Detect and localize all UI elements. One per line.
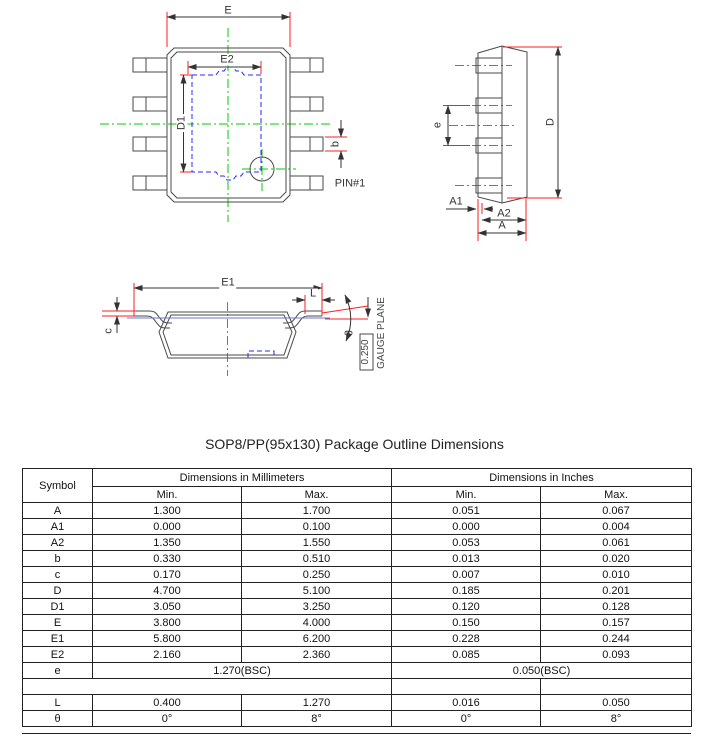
cell-symbol: E1 — [23, 631, 93, 647]
dim-label-e: e — [431, 121, 444, 129]
in-header: Dimensions in Inches — [392, 469, 692, 487]
cell-in-min: 0.150 — [392, 615, 541, 631]
cell-in-max: 0.020 — [541, 551, 692, 567]
cell-in-min: 0.016 — [392, 695, 541, 711]
cell-in-min: 0° — [392, 711, 541, 727]
cell-in-bsc: 0.050(BSC) — [392, 663, 692, 679]
pin1-label: PIN#1 — [334, 177, 366, 190]
cell-symbol: θ — [23, 711, 93, 727]
table-row — [23, 711, 692, 727]
cell-mm-min: 2.160 — [93, 647, 242, 663]
dim-label-A1: A1 — [449, 195, 463, 208]
cell-mm-min: 1.300 — [93, 503, 242, 519]
cell-mm-min: 4.700 — [93, 583, 242, 599]
dim-label-D: D — [544, 118, 557, 126]
cell-in-min: 0.000 — [392, 519, 541, 535]
cell-in-min: 0.120 — [392, 599, 541, 615]
cell-mm-max: 0.250 — [242, 567, 392, 583]
dimensions-table — [22, 468, 692, 727]
cell-symbol: c — [23, 567, 93, 583]
gauge-offset-label: 0.250 — [360, 339, 371, 365]
cell-mm-max: 1.550 — [242, 535, 392, 551]
cell-symbol: D1 — [23, 599, 93, 615]
dim-label-theta: θ — [343, 329, 356, 337]
dim-label-E1: E1 — [221, 276, 235, 289]
cell-in-max: 0.244 — [541, 631, 692, 647]
side-view-body — [478, 46, 527, 203]
table-row — [23, 647, 692, 663]
cell-symbol: D — [23, 583, 93, 599]
cell-in-max: 8° — [541, 711, 692, 727]
cell-mm-bsc: 1.270(BSC) — [93, 663, 392, 679]
table-row — [23, 583, 692, 599]
top-view — [100, 12, 347, 222]
table-row — [23, 551, 692, 567]
cell-in-max: 0.201 — [541, 583, 692, 599]
cell-mm-min: 3.800 — [93, 615, 242, 631]
dim-label-A: A — [498, 219, 506, 232]
table-row — [23, 631, 692, 647]
page-title: SOP8/PP(95x130) Package Outline Dimensions — [205, 436, 504, 452]
cell-mm-max: 1.700 — [242, 503, 392, 519]
front-view-body — [159, 312, 296, 358]
table-header-minmax-row — [23, 487, 692, 503]
cell-symbol: A2 — [23, 535, 93, 551]
dim-label-D1: D1 — [175, 115, 188, 131]
cell-mm-min: 0.000 — [93, 519, 242, 535]
cell-symbol: b — [23, 551, 93, 567]
cell-mm-max: 4.000 — [242, 615, 392, 631]
gauge-plane-label: GAUGE PLANE — [376, 297, 387, 369]
cell-mm-max: 2.360 — [242, 647, 392, 663]
cell-mm-min: 5.800 — [93, 631, 242, 647]
cell-in-min: 0.085 — [392, 647, 541, 663]
table-row — [23, 519, 692, 535]
cell-empty — [392, 679, 541, 695]
cell-in-max: 0.128 — [541, 599, 692, 615]
dim-label-E2: E2 — [220, 53, 234, 66]
cell-in-max: 0.061 — [541, 535, 692, 551]
table-row — [23, 503, 692, 519]
cell-mm-max: 1.270 — [242, 695, 392, 711]
cell-in-min: 0.007 — [392, 567, 541, 583]
cell-mm-min: 0.400 — [93, 695, 242, 711]
cell-in-max: 0.067 — [541, 503, 692, 519]
cell-symbol: e — [23, 663, 93, 679]
cell-in-min: 0.013 — [392, 551, 541, 567]
cell-empty — [23, 679, 392, 695]
front-view — [102, 283, 373, 376]
cell-mm-max: 3.250 — [242, 599, 392, 615]
dim-label-b: b — [329, 140, 342, 148]
dim-label-A2: A2 — [497, 207, 511, 220]
cell-in-min: 0.185 — [392, 583, 541, 599]
dim-label-c: c — [102, 328, 115, 334]
dim-label-L: L — [309, 287, 317, 300]
cell-mm-max: 8° — [242, 711, 392, 727]
cell-in-max: 0.157 — [541, 615, 692, 631]
cell-mm-max: 0.100 — [242, 519, 392, 535]
cell-symbol: L — [23, 695, 93, 711]
cell-symbol: E — [23, 615, 93, 631]
cell-mm-max: 0.510 — [242, 551, 392, 567]
table-row — [23, 567, 692, 583]
cell-mm-min: 1.350 — [93, 535, 242, 551]
cell-in-min: 0.051 — [392, 503, 541, 519]
mm-min-header: Min. — [93, 487, 242, 503]
cell-in-max: 0.010 — [541, 567, 692, 583]
cell-symbol: A1 — [23, 519, 93, 535]
cell-in-min: 0.053 — [392, 535, 541, 551]
mm-max-header: Max. — [242, 487, 392, 503]
cell-symbol: A — [23, 503, 93, 519]
table-row — [23, 695, 692, 711]
mm-header: Dimensions in Millimeters — [93, 469, 392, 487]
cell-in-max: 0.004 — [541, 519, 692, 535]
cell-mm-min: 0.170 — [93, 567, 242, 583]
table-row — [23, 599, 692, 615]
symbol-header: Symbol — [23, 469, 93, 503]
cell-in-max: 0.050 — [541, 695, 692, 711]
in-min-header: Min. — [392, 487, 541, 503]
in-max-header: Max. — [541, 487, 692, 503]
table-row — [23, 615, 692, 631]
table-row — [23, 679, 692, 695]
cell-symbol: E2 — [23, 647, 93, 663]
cell-empty — [541, 679, 692, 695]
cell-mm-max: 6.200 — [242, 631, 392, 647]
cell-in-max: 0.093 — [541, 647, 692, 663]
cell-mm-min: 0° — [93, 711, 242, 727]
cell-mm-max: 5.100 — [242, 583, 392, 599]
table-bottom-rule — [22, 733, 691, 734]
table-row — [23, 663, 692, 679]
cell-mm-min: 3.050 — [93, 599, 242, 615]
dim-label-E: E — [224, 4, 232, 17]
cell-mm-min: 0.330 — [93, 551, 242, 567]
table-header-group-row — [23, 469, 692, 487]
table-row — [23, 535, 692, 551]
cell-in-min: 0.228 — [392, 631, 541, 647]
